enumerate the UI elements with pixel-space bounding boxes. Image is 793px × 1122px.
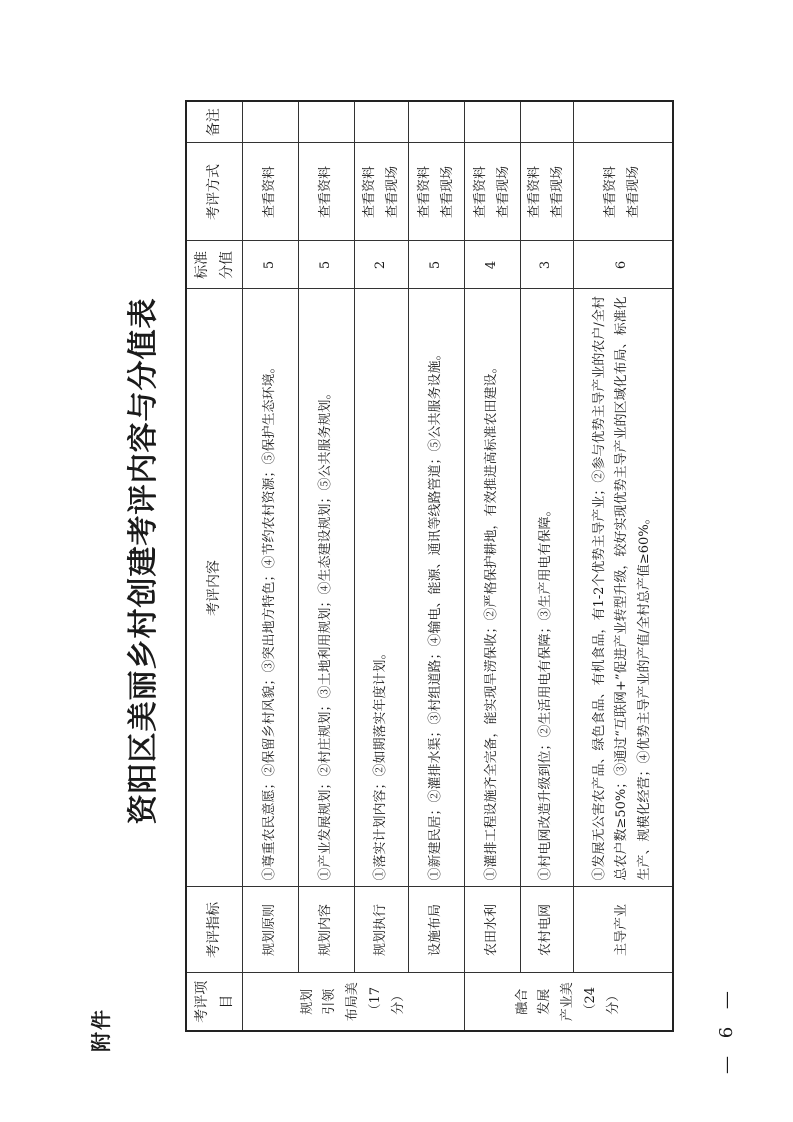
content-cell: ①新建民居；②灌排水渠；③村组道路；④输电、能源、通讯等线路管道；⑤公共服务设施。 <box>409 289 465 887</box>
method-cell: 查看资料 查看现场 <box>573 143 673 241</box>
note-cell <box>409 101 465 143</box>
page-number: — 6 — <box>716 985 737 1074</box>
score-cell: 2 <box>355 241 409 289</box>
content-cell: ①产业发展规划；②村庄规划；③土地利用规划；④生态建设规划；⑤公共服务规划。 <box>299 289 355 887</box>
table-row <box>465 101 521 1031</box>
table-header-row <box>186 101 243 1031</box>
indicator-cell: 主导产业 <box>573 887 673 973</box>
table-row <box>521 101 574 1031</box>
note-cell <box>465 101 521 143</box>
score-table <box>185 100 674 1032</box>
method-cell: 查看资料 查看现场 <box>521 143 574 241</box>
score-cell: 4 <box>465 241 521 289</box>
table-row <box>299 101 355 1031</box>
note-cell <box>521 101 574 143</box>
attachment-label: 附件 <box>89 1008 113 1052</box>
note-cell <box>573 101 673 143</box>
header-score: 标准分值 <box>186 241 243 289</box>
page-title: 资阳区美丽乡村创建考评内容与分值表 <box>126 297 161 825</box>
table-row <box>243 101 299 1031</box>
content-cell: ①发展无公害农产品、绿色食品、有机食品，有1-2个优势主导产业；②参与优势主导产业的农户/全村总农户数≥50%；③通过“互联网+”促进产业转型升级，较好实现优势主导产业的区域化布局、标准化生产、规模化经营；④优势主导产业的产值/全村总产值≥60%。 <box>573 289 673 887</box>
header-item: 考评项目 <box>186 973 243 1031</box>
content-cell: ①灌排工程设施齐全完备，能实现旱涝保收；②严格保护耕地，有效推进高标准农田建设。 <box>465 289 521 887</box>
indicator-cell: 农村电网 <box>521 887 574 973</box>
score-cell: 5 <box>299 241 355 289</box>
header-indicator: 考评指标 <box>186 887 243 973</box>
score-cell: 6 <box>573 241 673 289</box>
method-cell: 查看资料 查看现场 <box>409 143 465 241</box>
method-cell: 查看资料 <box>243 143 299 241</box>
indicator-cell: 规划内容 <box>299 887 355 973</box>
score-cell: 5 <box>409 241 465 289</box>
table-row <box>409 101 465 1031</box>
table-row <box>573 101 673 1031</box>
category-cell: 规划 引领 布局美 （17分） <box>243 973 465 1031</box>
indicator-cell: 规划原则 <box>243 887 299 973</box>
note-cell <box>355 101 409 143</box>
indicator-cell: 规划执行 <box>355 887 409 973</box>
header-content: 考评内容 <box>186 289 243 887</box>
score-cell: 5 <box>243 241 299 289</box>
content-cell: ①尊重农民意愿；②保留乡村风貌；③突出地方特色；④节约农村资源；⑤保护生态环境。 <box>243 289 299 887</box>
note-cell <box>243 101 299 143</box>
header-method: 考评方式 <box>186 143 243 241</box>
method-cell: 查看资料 查看现场 <box>465 143 521 241</box>
method-cell: 查看资料 查看现场 <box>355 143 409 241</box>
indicator-cell: 农田水利 <box>465 887 521 973</box>
category-cell: 融合 发展 产业美 （24分） <box>465 973 674 1031</box>
indicator-cell: 设施布局 <box>409 887 465 973</box>
method-cell: 查看资料 <box>299 143 355 241</box>
content-cell: ①落实计划内容；②如期落实年度计划。 <box>355 289 409 887</box>
content-cell: ①村电网改造升级到位；②生活用电有保障；③生产用电有保障。 <box>521 289 574 887</box>
note-cell <box>299 101 355 143</box>
table-row <box>355 101 409 1031</box>
score-cell: 3 <box>521 241 574 289</box>
header-note: 备注 <box>186 101 243 143</box>
